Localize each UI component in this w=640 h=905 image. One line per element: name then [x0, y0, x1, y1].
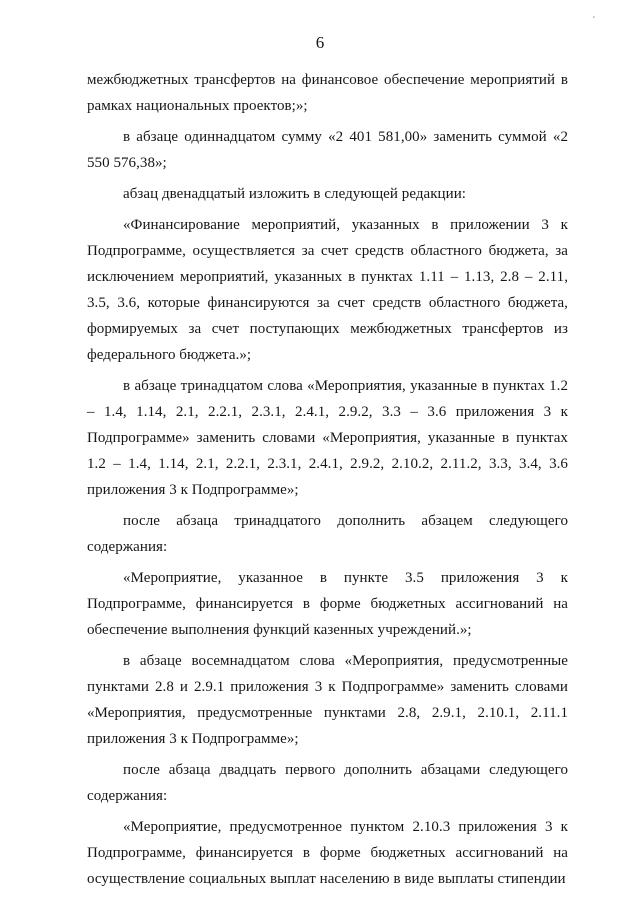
page-number: 6 — [315, 33, 325, 52]
paragraph-6: после абзаца тринадцатого дополнить абзацем следующего содержания: — [87, 513, 568, 555]
paragraph-10: «Мероприятие, предусмотренное пунктом 2.10.3 приложения 3 к Подпрограмме, финансируется в форме бюджетных ассигнований на осуществление социальных выплат населению в виде выплаты стипендии — [87, 819, 568, 887]
paragraph-7: «Мероприятие, указанное в пункте 3.5 приложения 3 к Подпрограмме, финансируется в форме бюджетных ассигнований на обеспечение выполнения функций казенных учреждений.»; — [87, 570, 568, 638]
paragraph-9: после абзаца двадцать первого дополнить абзацами следующего содержания: — [87, 762, 568, 804]
document-body — [87, 67, 568, 897]
scan-corner-mark: ˊ — [592, 16, 596, 27]
paragraph-4: «Финансирование мероприятий, указанных в приложении 3 к Подпрограмме, осуществляется за счет средств областного бюджета, за исключением мероприятий, указанных в пунктах 1.11 – 1.13, 2.8 – 2.11, 3.5, 3.6, которые финансируются за счет средств областного бюджета, формируемых за счет поступающих межбюджетных трансфертов из федерального бюджета.»; — [87, 217, 568, 363]
paragraph-1: межбюджетных трансфертов на финансовое обеспечение мероприятий в рамках национальных проектов;»; — [87, 72, 568, 114]
paragraph-5: в абзаце тринадцатом слова «Мероприятия, указанные в пунктах 1.2 – 1.4, 1.14, 2.1, 2.2.1, 2.3.1, 2.4.1, 2.9.2, 3.3 – 3.6 приложения 3 к Подпрограмме» заменить словами «Мероприятия, указанные в пунктах 1.2 – 1.4, 1.14, 2.1, 2.2.1, 2.3.1, 2.4.1, 2.9.2, 2.10.2, 2.11.2, 3.3, 3.4, 3.6 приложения 3 к Подпрограмме»; — [87, 378, 568, 498]
paragraph-3: абзац двенадцатый изложить в следующей редакции: — [123, 186, 467, 202]
paragraph-2: в абзаце одиннадцатом сумму «2 401 581,00» заменить суммой «2 550 576,38»; — [87, 129, 568, 171]
paragraph-8: в абзаце восемнадцатом слова «Мероприятия, предусмотренные пунктами 2.8 и 2.9.1 приложения 3 к Подпрограмме» заменить словами «Мероприятия, предусмотренные пунктами 2.8, 2.9.1, 2.10.1, 2.11.1 приложения 3 к Подпрограмме»; — [87, 653, 568, 747]
